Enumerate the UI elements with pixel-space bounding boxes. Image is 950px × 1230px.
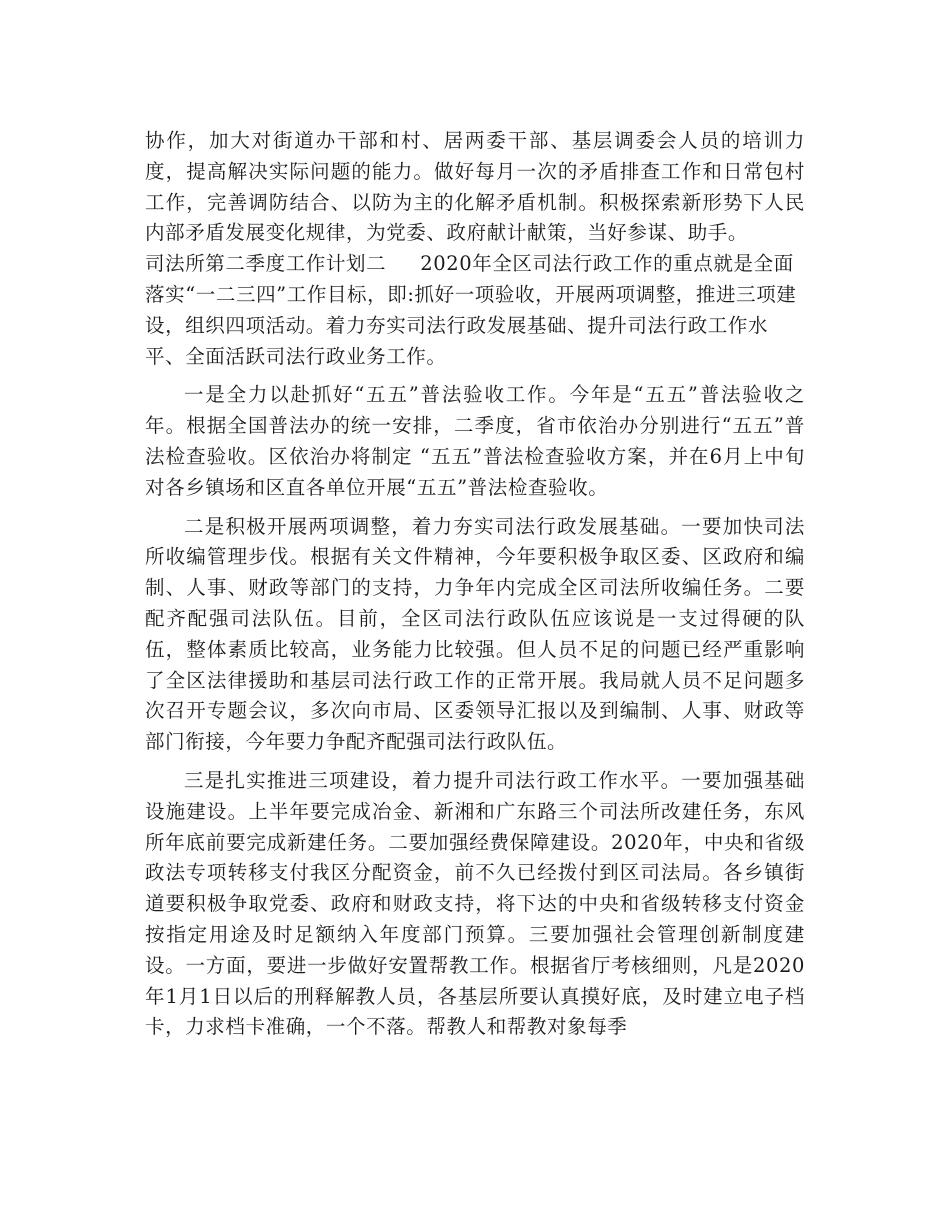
paragraph-intro: 协作，加大对街道办干部和村、居两委干部、基层调委会人员的培训力度，提高解决实际问题的能力。做好每月一次的矛盾排查工作和日常包村工作，完善调防结合、以防为主的化解矛盾机制。积极探索新形势下人民内部矛盾发展变化规律，为党委、政府献计献策，当好参谋、助手。 xyxy=(145,129,805,245)
section-lead: 2020年全区司法行政工作的重点就是全面落实“一二三四”工作目标，即:抓好一项验收，开展两项调整，推进三项建设，组织四项活动。着力夯实司法行政发展基础、提升司法行政工作水平、全面活跃司法行政业务工作。 xyxy=(145,252,797,368)
paragraph-body-3: 三是扎实推进三项建设，着力提升司法行政工作水平。一要加强基础设施建设。上半年要完成冶金、新湘和广东路三个司法所改建任务，东风所年底前要完成新建任务。二要加强经费保障建设。2020年，中央和省级政法专项转移支付我区分配资金，前不久已经拨付到区司法局。各乡镇街道要积极争取党委、政府和财政支持，将下达的中央和省级转移支付资金按指定用途及时足额纳入年度部门预算。三要加强社会管理创新制度建设。一方面，要进一步做好安置帮教工作。根据省厅考核细则，凡是2020年1月1日以后的刑释解教人员，各基层所要认真摸好底，及时建立电子档卡，力求档卡准确，一个不落。帮教人和帮教对象每季 xyxy=(145,768,805,1039)
paragraph-body-1: 一是全力以赴抓好“五五”普法验收工作。今年是“五五”普法验收之年。根据全国普法办的统一安排，二季度，省市依治办分别进行“五五”普法检查验收。区依治办将制定 “五五”普法检查验收方案，并在6月上中旬对各乡镇场和区直各单位开展“五五”普法检查验收。 xyxy=(145,383,805,499)
section-title: 司法所第二季度工作计划二 xyxy=(145,252,387,276)
section-heading-line xyxy=(145,249,805,372)
document-body xyxy=(145,126,805,1051)
paragraph-body-2: 二是积极开展两项调整，着力夯实司法行政发展基础。一要加快司法所收编管理步伐。根据有关文件精神，今年要积极争取区委、区政府和编制、人事、财政等部门的支持，力争年内完成全区司法所收编任务。二要配齐配强司法队伍。目前，全区司法行政队伍应该说是一支过得硬的队伍，整体素质比较高，业务能力比较强。但人员不足的问题已经严重影响了全区法律援助和基层司法行政工作的正常开展。我局就人员不足问题多次召开专题会议，多次向市局、区委领导汇报以及到编制、人事、财政等部门衔接，今年要力争配齐配强司法行政队伍。 xyxy=(145,514,805,754)
